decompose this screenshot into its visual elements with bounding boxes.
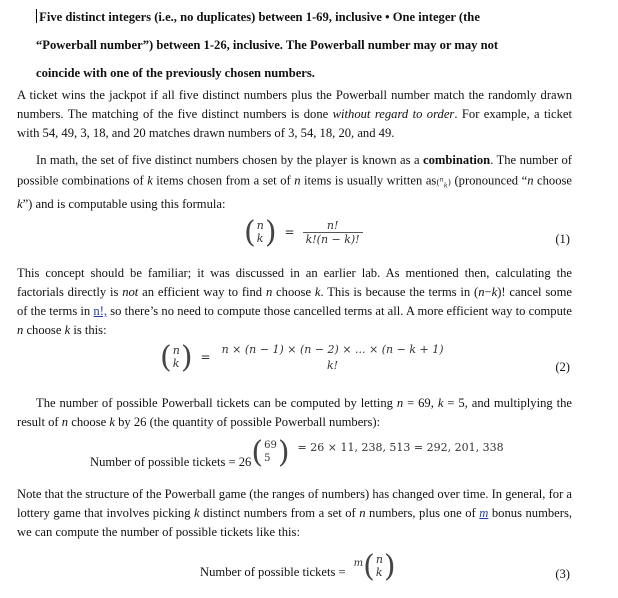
equation-3: Number of possible tickets = 26 ( 69 5 ) = 26 × 11, 238, 513 = 292, 201, 338 — [90, 434, 504, 470]
bullet-line-3: coincide with one of the previously chosen numbers. — [36, 66, 315, 80]
bullet-list — [36, 3, 576, 87]
equation-3-number: (3) — [555, 567, 570, 581]
bullet-separator: • — [385, 10, 390, 24]
fraction-1: $\frac{n!}{k!(n - k)!}$ — [303, 219, 363, 246]
factorial-link[interactable]: n!, — [93, 304, 108, 318]
bullet-line-2: “Powerball number”) between 1-26, inclusive. The Powerball number may or may not — [36, 38, 499, 52]
paragraph-factorials: This concept should be familiar; it was discussed in an earlier lab. As mentioned then, calculating the factorials directly is not an efficient way to find n choose k. This is because the terms in (n−k)! cancel some of the terms in n!, so there’s no need to compute those cancelled terms at all. A more efficient way to compute n choose k is this: — [17, 266, 572, 337]
equation-1-number: (1) — [555, 232, 570, 246]
paragraph-jackpot: A ticket wins the jackpot if all five distinct numbers plus the Powerball number match the randomly drawn numbers. The matching of the five distinct numbers is done without regard to order. For example, a ticket with 54, 49, 3, 18, and 20 matches drawn numbers of 3, 54, 18, 20, and 49. — [17, 88, 572, 140]
equation-1: ( n k ) = $\frac{n!}{k!(n - k)!}$ — [244, 212, 363, 252]
equation-2: ( n k ) = n × (n − 1) × (n − 2) × ... × (n − k + 1) k! — [160, 336, 447, 378]
bullet-line-1: Five distinct integers (i.e., no duplicates) between 1-69, inclusive • One integer (the — [39, 10, 480, 24]
inline-binomial: ($^n_k$) — [436, 175, 451, 190]
m-link[interactable]: m — [479, 506, 489, 520]
equation-2-number: (2) — [555, 360, 570, 374]
equation-4: Number of possible tickets = m ( n k ) — [200, 548, 396, 584]
fraction-2: n × (n − 1) × (n − 2) × ... × (n − k + 1) k! — [221, 342, 444, 372]
paragraph-combination: In math, the set of five distinct numbers chosen by the player is known as a combination. The number of possible combinations of k items chosen from a set of n items is usually written as($^n_k$) (pronounced “n choose k”) and is computable using this formula: — [17, 153, 573, 212]
paragraph-powerball-count: The number of possible Powerball tickets can be computed by letting n = 69, k = 5, and multiplying the result of n choose k by 26 (the quantity of possible Powerball numbers): — [17, 396, 572, 429]
paragraph-lottery-general: Note that the structure of the Powerball game (the ranges of numbers) has changed over time. In general, for a lottery game that involves picking k distinct numbers from a set of n numbers, plus one of m bonus numbers, we can compute the number of possible tickets like this: — [17, 487, 573, 539]
